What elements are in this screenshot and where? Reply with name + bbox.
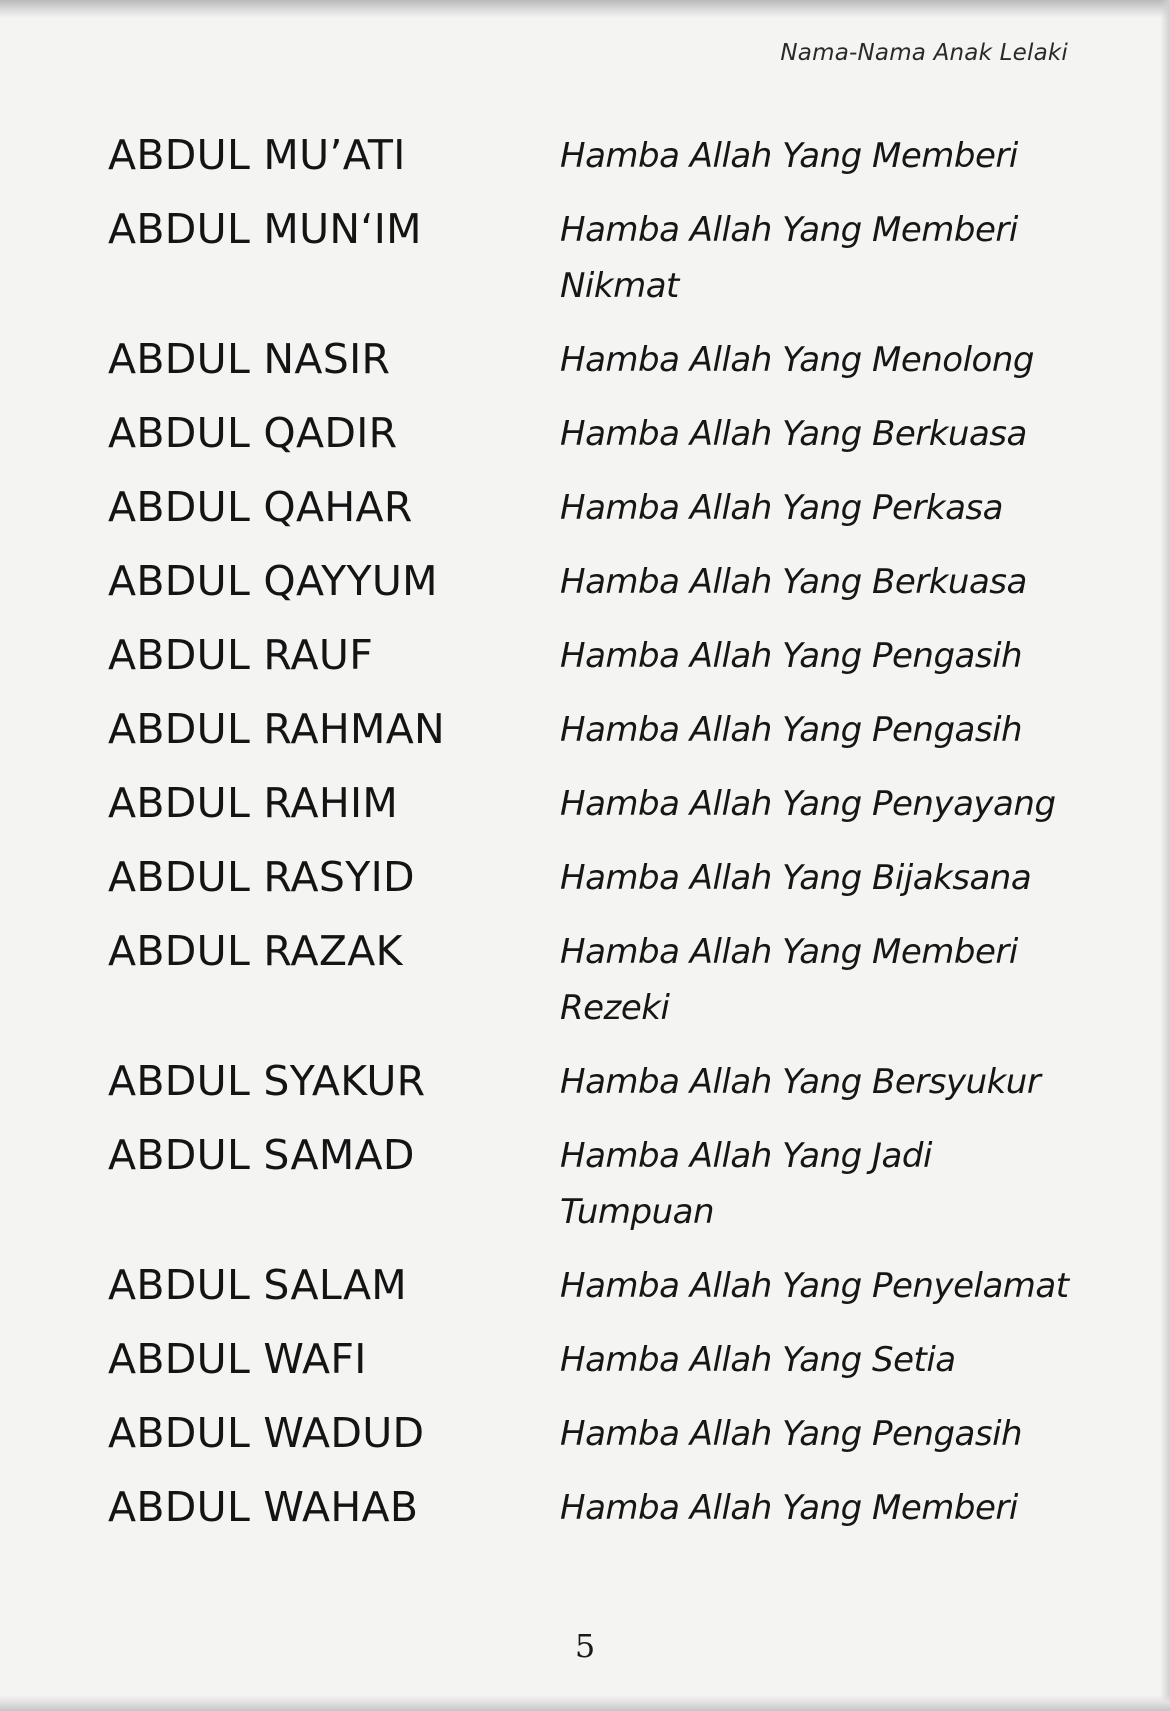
name-term: ABDUL WAFI [108,1335,367,1383]
name-term: ABDUL QADIR [108,409,398,457]
list-item [108,1332,1088,1388]
list-item [108,1406,1088,1462]
name-term: ABDUL WAHAB [108,1483,419,1531]
list-item [108,702,1088,758]
name-list [108,128,1088,1554]
list-item [108,554,1088,610]
running-header: Nama-Nama Anak Lelaki [780,40,1068,66]
name-term: ABDUL QAHAR [108,483,413,531]
list-item [108,776,1088,832]
name-term: ABDUL QAYYUM [108,557,438,605]
name-meaning: Hamba Allah Yang Pengasih [560,1414,1023,1454]
name-term: ABDUL RAHIM [108,779,399,827]
name-term: ABDUL RAUF [108,631,374,679]
list-item [108,406,1088,462]
list-item [108,1054,1088,1110]
scan-edge-bottom [0,1695,1170,1711]
scan-edge-top [0,0,1170,18]
list-item [108,1128,1088,1240]
name-meaning: Hamba Allah Yang Pengasih [560,636,1023,676]
name-meaning: Hamba Allah Yang Berkuasa [560,562,1027,602]
list-item [108,1258,1088,1314]
list-item [108,850,1088,906]
name-meaning: Hamba Allah Yang Pengasih [560,710,1023,750]
list-item [108,332,1088,388]
list-item [108,128,1088,184]
name-meaning: Hamba Allah Yang Bersyukur [560,1062,1041,1102]
page-number: 5 [574,1627,596,1665]
name-term: ABDUL RAHMAN [108,705,446,753]
list-item [108,480,1088,536]
name-meaning: Hamba Allah Yang Penyayang [560,784,1056,824]
name-term: ABDUL MUN‘IM [108,205,422,253]
name-meaning: Hamba Allah Yang Menolong [560,340,1034,380]
name-meaning: Hamba Allah Yang Bijaksana [560,858,1032,898]
name-meaning: Hamba Allah Yang Memberi Rezeki [560,932,1018,1028]
name-meaning: Hamba Allah Yang Memberi Nikmat [560,210,1018,306]
list-item [108,1480,1088,1536]
name-meaning: Hamba Allah Yang Jadi Tumpuan [560,1136,932,1232]
name-meaning: Hamba Allah Yang Memberi [560,1488,1018,1528]
list-item [108,628,1088,684]
name-meaning: Hamba Allah Yang Memberi [560,136,1018,176]
name-meaning: Hamba Allah Yang Penyelamat [560,1266,1069,1306]
name-term: ABDUL NASIR [108,335,391,383]
name-meaning: Hamba Allah Yang Perkasa [560,488,1003,528]
name-term: ABDUL RAZAK [108,927,403,975]
name-term: ABDUL RASYID [108,853,415,901]
name-term: ABDUL SAMAD [108,1131,415,1179]
name-term: ABDUL SALAM [108,1261,407,1309]
list-item [108,924,1088,1036]
name-meaning: Hamba Allah Yang Berkuasa [560,414,1027,454]
name-term: ABDUL SYAKUR [108,1057,426,1105]
name-meaning: Hamba Allah Yang Setia [560,1340,956,1380]
name-term: ABDUL WADUD [108,1409,425,1457]
name-term: ABDUL MU’ATI [108,131,406,179]
scan-edge-right [1160,0,1170,1711]
list-item [108,202,1088,314]
